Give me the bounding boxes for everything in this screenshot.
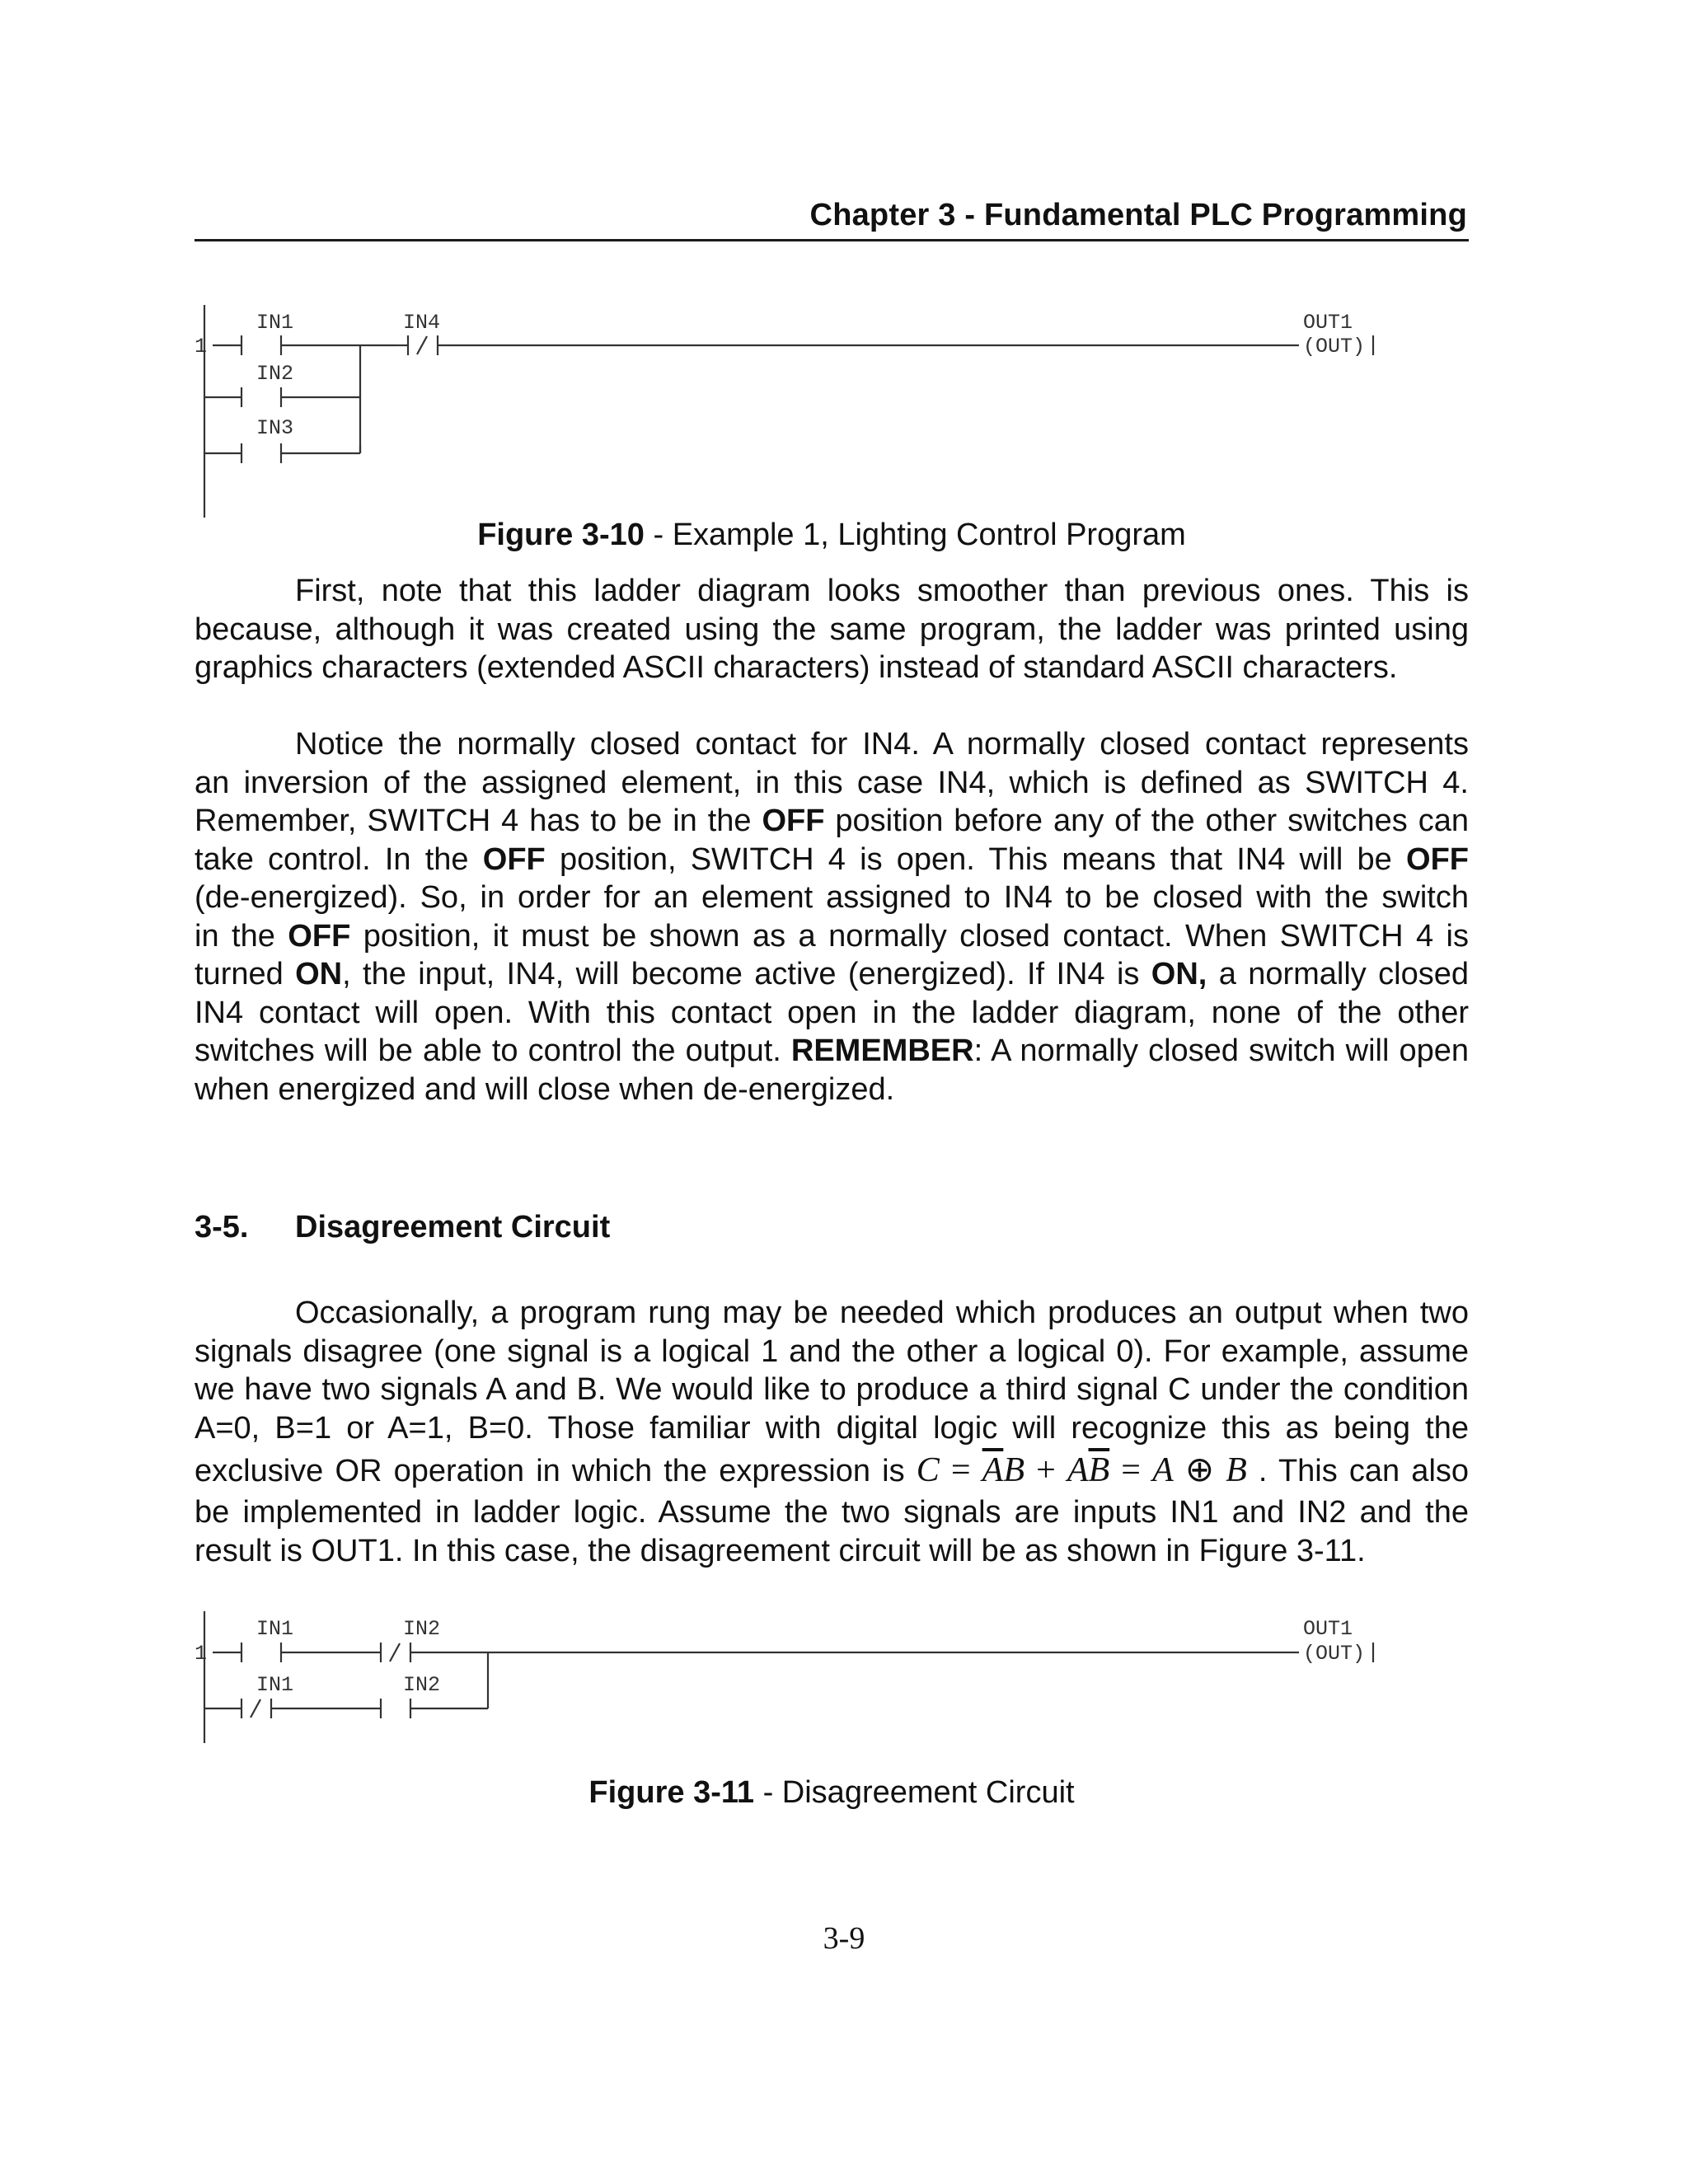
paragraph-3-line (195, 1447, 1469, 1493)
output-coil: (OUT) (1303, 1642, 1366, 1666)
text-run: switches will be able to control the output. (195, 1033, 791, 1068)
paragraph-3-line: be implemented in ladder logic. Assume the two signals are inputs IN1 and IN2 and the (195, 1495, 1469, 1530)
contact-label-in4: IN4 (403, 311, 441, 335)
output-label-out1: OUT1 (1303, 311, 1353, 335)
eq-term: B (1226, 1451, 1247, 1489)
eq-term-negated: $\overline{B}$ (1088, 1451, 1110, 1489)
figure-3-11-caption-label: Figure 3-11 (588, 1775, 755, 1810)
paragraph-1 (195, 572, 1469, 687)
paragraph-2-line: (de-energized). So, in order for an element assigned to IN4 to be closed with the switch (195, 880, 1469, 915)
eq-operator: + (1024, 1451, 1067, 1489)
text-run: . This can also (1246, 1454, 1470, 1488)
paragraph-3-line: result is OUT1. In this case, the disagreement circuit will be as shown in Figure 3-11. (195, 1533, 1366, 1568)
paragraph-2-line (195, 955, 1469, 994)
figure-3-11-caption (195, 1775, 1469, 1811)
paragraph-3-line: Occasionally, a program rung may be needed which produces an output when two (295, 1296, 1469, 1330)
contact-label-in1: IN1 (256, 311, 294, 335)
text-run: a normally closed (1207, 957, 1469, 991)
text-run: Remember, SWITCH 4 has to be in the (195, 804, 762, 838)
paragraph-3-line: we have two signals A and B. We would like to produce a third signal C under the condition (195, 1372, 1469, 1407)
paragraph-2-line: Notice the normally closed contact for IN4. A normally closed contact represents (295, 727, 1469, 762)
contact-label-in2: IN2 (256, 362, 294, 386)
figure-3-10-caption-label: Figure 3-10 (477, 518, 645, 552)
paragraph-2-line: an inversion of the assigned element, in this case IN4, which is defined as SWITCH 4. (195, 765, 1469, 800)
eq-term: C (916, 1451, 940, 1489)
section-heading (195, 1210, 610, 1245)
paragraph-2-line: IN4 contact will open. With this contact open in the ladder diagram, none of the other (195, 995, 1469, 1030)
section-number: 3-5. (195, 1210, 249, 1244)
eq-operator: ⊕ (1173, 1451, 1226, 1489)
figure-3-11-caption-text: - Disagreement Circuit (754, 1775, 1075, 1810)
contact-label-top-in1: IN1 (256, 1617, 294, 1641)
text-run: take control. In the (195, 841, 483, 877)
text-run: position, it must be shown as a normally closed contact. When SWITCH 4 is (350, 918, 1469, 954)
text-run: : A normally closed switch will open (973, 1033, 1469, 1068)
paragraph-2-line (195, 841, 1469, 879)
contact-label-in3: IN3 (256, 416, 294, 440)
contact-label-bottom-in2: IN2 (403, 1673, 441, 1697)
output-coil: (OUT) (1303, 335, 1366, 359)
rung-number: 1 (195, 335, 208, 359)
text-run: position, SWITCH 4 is open. This means that IN4 will be (545, 841, 1407, 877)
paragraph-2-line: when energized and will close when de-energized. (195, 1071, 895, 1107)
xor-equation (917, 1451, 1247, 1489)
contact-label-bottom-in1: IN1 (256, 1673, 294, 1697)
eq-term: B (1003, 1451, 1025, 1489)
output-label-out1: OUT1 (1303, 1617, 1353, 1641)
chapter-header: Chapter 3 - Fundamental PLC Programming (809, 198, 1467, 232)
paragraph-2 (195, 725, 1469, 1108)
text-run: , the input, IN4, will become active (energized). If IN4 is (342, 957, 1151, 991)
paragraph-1-line: graphics characters (extended ASCII characters) instead of standard ASCII characters. (195, 650, 1398, 685)
paragraph-2-line (195, 802, 1469, 841)
text-run: exclusive OR operation in which the expression is (195, 1454, 917, 1488)
paragraph-3-line: signals disagree (one signal is a logical 1 and the other a logical 0). For example, assume (195, 1333, 1469, 1369)
paragraph-2-line (195, 1032, 1469, 1071)
bold-run: OFF (482, 841, 546, 877)
eq-term: A (1152, 1451, 1174, 1489)
paragraph-2-line (195, 917, 1469, 956)
page-number: 3-9 (823, 1921, 865, 1956)
header-rule (195, 239, 1469, 241)
eq-term: A (1067, 1451, 1089, 1489)
eq-term-negated: $\overline{A}$ (982, 1451, 1004, 1489)
text-run: turned (195, 957, 296, 991)
bold-run: OFF (1406, 841, 1469, 877)
bold-run: REMEMBER (790, 1033, 974, 1068)
eq-operator: = (1109, 1451, 1153, 1489)
rung-number: 1 (195, 1642, 208, 1666)
ladder-diagram-3-10 (195, 305, 1469, 519)
paragraph-3-line: A=0, B=1 or A=1, B=0. Those familiar with digital logic will recognize this as being the (195, 1410, 1469, 1446)
eq-operator: = (939, 1451, 982, 1489)
bold-run: ON, (1151, 957, 1207, 991)
paragraph-3 (195, 1294, 1469, 1570)
paragraph-1-line: First, note that this ladder diagram looks smoother than previous ones. This is (295, 574, 1469, 608)
bold-run: ON (295, 957, 343, 991)
contact-label-top-in2: IN2 (403, 1617, 441, 1641)
bold-run: OFF (288, 918, 351, 954)
paragraph-1-line: because, although it was created using the same program, the ladder was printed using (195, 612, 1469, 647)
figure-3-10-caption-text: - Example 1, Lighting Control Program (644, 518, 1186, 552)
figure-3-10-caption (195, 518, 1469, 553)
ladder-diagram-3-11 (195, 1611, 1469, 1751)
text-run: in the (195, 918, 288, 954)
section-title: Disagreement Circuit (295, 1210, 611, 1244)
bold-run: OFF (762, 804, 825, 838)
text-run: position before any of the other switches can (824, 804, 1469, 838)
